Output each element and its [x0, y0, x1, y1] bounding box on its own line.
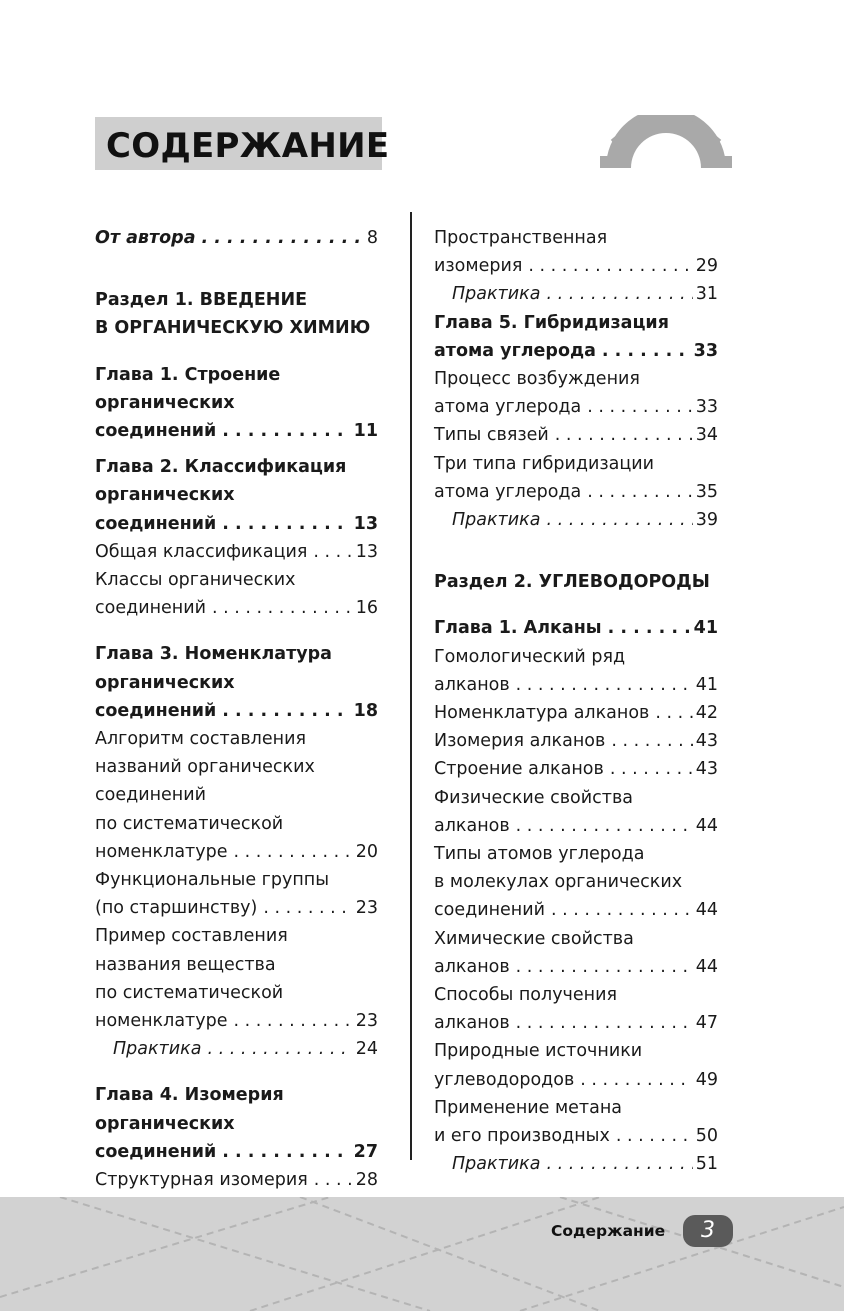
toc-text-line: Процесс возбуждения [434, 369, 640, 390]
dot-leader [555, 421, 693, 449]
toc-text-line: по систематической [95, 813, 284, 834]
toc-entry-title: Структурная изомерия [95, 1170, 308, 1191]
toc-entry-title: алканов [434, 1013, 510, 1034]
toc-text-line: Глава 4. Изомерия [95, 1085, 284, 1106]
toc-text-line: в молекулах органических [434, 872, 683, 893]
toc-page-number: 50 [695, 1126, 718, 1147]
toc-text-line: Три типа гибридизации [434, 453, 655, 474]
toc-text-line: Способы получения [434, 985, 618, 1006]
toc-right-column [434, 224, 718, 1179]
toc-page-number: 29 [695, 256, 718, 277]
toc-text-line: В ОРГАНИЧЕСКУЮ ХИМИЮ [95, 318, 371, 339]
toc-text-line: Пространственная [434, 228, 608, 248]
dot-leader [587, 478, 692, 506]
toc-entry-title: Практика [452, 1154, 541, 1175]
page-number-badge: 3 [683, 1215, 733, 1247]
gear-icon [598, 115, 734, 170]
toc-entry[interactable] [434, 1150, 718, 1178]
toc-page-number: 31 [695, 284, 718, 305]
toc-entry-title: алканов [434, 815, 510, 836]
toc-text-line: Природные источники [434, 1041, 643, 1062]
toc-entry[interactable] [434, 614, 718, 642]
dot-leader [546, 280, 692, 308]
toc-text-line: Глава 5. Гибридизация [434, 312, 669, 333]
toc-page-number: 16 [355, 598, 378, 619]
dot-leader [516, 812, 693, 840]
toc-entry[interactable] [434, 252, 718, 280]
dot-leader [580, 1066, 692, 1094]
toc-page-number: 27 [353, 1141, 378, 1162]
toc-entry[interactable] [434, 1009, 718, 1037]
toc-entry-title: соединений [95, 513, 217, 534]
toc-entry-title: (по старшинству) [95, 898, 258, 919]
toc-entry-title: углеводородов [434, 1069, 575, 1090]
dot-leader [616, 1122, 693, 1150]
toc-page-number: 47 [695, 1013, 718, 1034]
toc-entry[interactable] [434, 755, 718, 783]
toc-page-number: 44 [695, 956, 718, 977]
toc-text-line: Типы атомов углерода [434, 844, 645, 865]
dot-leader [602, 337, 691, 365]
toc-entry-title: соединений [95, 1141, 217, 1162]
dot-leader [608, 614, 691, 642]
dot-leader [313, 538, 352, 566]
toc-entry[interactable] [95, 417, 378, 445]
dot-leader [233, 1007, 352, 1035]
toc-entry[interactable] [434, 280, 718, 308]
toc-entry[interactable] [434, 393, 718, 421]
toc-entry[interactable] [434, 1066, 718, 1094]
toc-text-line: органических [95, 485, 235, 506]
toc-entry[interactable] [434, 699, 718, 727]
toc-page-number: 23 [355, 1011, 378, 1032]
toc-page-number: 20 [355, 841, 378, 862]
toc-text-line: соединений [95, 785, 206, 806]
toc-entry[interactable] [95, 1166, 378, 1194]
toc-page-number: 28 [355, 1170, 378, 1191]
toc-entry[interactable] [434, 896, 718, 924]
dot-leader [222, 417, 350, 445]
toc-text-line: Глава 1. Строение [95, 364, 281, 385]
dot-leader [611, 727, 692, 755]
toc-entry[interactable] [434, 421, 718, 449]
toc-entry[interactable] [95, 1138, 378, 1166]
toc-page-number: 43 [695, 731, 718, 752]
toc-entry[interactable] [434, 1122, 718, 1150]
toc-page-number: 35 [695, 481, 718, 502]
toc-page-number: 41 [693, 618, 718, 639]
toc-text-line: Раздел 2. УГЛЕВОДОРОДЫ [434, 572, 710, 593]
toc-page-number: 44 [695, 900, 718, 921]
dot-leader [233, 838, 352, 866]
toc-entry-title: соединений [95, 700, 217, 721]
toc-page-number: 51 [695, 1154, 718, 1175]
toc-entry-title: атома углерода [434, 340, 596, 361]
toc-entry-title: и его производных [434, 1126, 610, 1147]
toc-text-line: Физические свойства [434, 787, 633, 808]
toc-entry-title: номенклатуре [95, 841, 228, 862]
toc-text-line: Пример составления [95, 926, 288, 947]
dot-leader [516, 671, 693, 699]
toc-entry[interactable] [434, 478, 718, 506]
toc-entry-title: номенклатуре [95, 1011, 228, 1032]
dot-leader [655, 699, 692, 727]
toc-page-number: 33 [693, 340, 718, 361]
toc-text-line: органических [95, 1113, 235, 1134]
toc-entry-title: Общая классификация [95, 541, 308, 562]
toc-page-number: 23 [355, 898, 378, 919]
toc-entry[interactable] [95, 1007, 378, 1035]
dot-leader [222, 510, 350, 538]
toc-entry-title: соединений [434, 900, 545, 921]
toc-page-number: 8 [366, 228, 378, 248]
toc-entry-title: Типы связей [434, 425, 549, 446]
dot-leader [222, 697, 350, 725]
toc-entry[interactable] [95, 894, 378, 922]
toc-text-line: названий органических [95, 757, 315, 778]
toc-entry-title: атома углерода [434, 481, 582, 502]
toc-text-line: Алгоритм составления [95, 729, 306, 750]
dot-leader [314, 1166, 353, 1194]
toc-entry-title: Глава 1. Алканы [434, 618, 602, 639]
toc-page-number: 13 [353, 513, 378, 534]
toc-page-number: 39 [695, 510, 718, 531]
dot-leader [610, 755, 693, 783]
toc-entry-title: От автора [95, 228, 196, 248]
toc-entry[interactable] [434, 727, 718, 755]
toc-entry-title: соединений [95, 421, 217, 442]
page-title: СОДЕРЖАНИЕ [95, 117, 382, 170]
toc-entry-title: соединений [95, 598, 206, 619]
toc-entry[interactable] [95, 594, 378, 622]
toc-page-number: 11 [353, 421, 378, 442]
toc-text-line: Гомологический ряд [434, 646, 626, 667]
toc-entry-title: алканов [434, 674, 510, 695]
toc-page-number: 41 [695, 674, 718, 695]
toc-page-number: 24 [355, 1039, 378, 1060]
toc-left-column [95, 224, 378, 1194]
toc-text-line: названия вещества [95, 954, 276, 975]
dot-leader [263, 894, 352, 922]
toc-entry[interactable] [95, 697, 378, 725]
toc-text-line: Применение метана [434, 1097, 623, 1118]
dot-leader [207, 1035, 352, 1063]
toc-entry-title: Практика [113, 1039, 202, 1060]
running-footer-title: Содержание [551, 1222, 666, 1240]
toc-entry-title: алканов [434, 956, 510, 977]
toc-page-number: 34 [695, 425, 718, 446]
toc-entry-title: Номенклатура алканов [434, 703, 650, 724]
toc-entry-title: Практика [452, 510, 541, 531]
toc-entry[interactable] [434, 812, 718, 840]
toc-entry[interactable] [434, 953, 718, 981]
toc-page-number: 43 [695, 759, 718, 780]
dot-leader [212, 594, 353, 622]
dot-leader [222, 1138, 350, 1166]
toc-text-line: Функциональные группы [95, 870, 330, 891]
dot-leader [516, 1009, 693, 1037]
toc-entry[interactable] [434, 671, 718, 699]
toc-page-number: 33 [695, 397, 718, 418]
toc-entry[interactable] [95, 510, 378, 538]
toc-text-line: Химические свойства [434, 928, 634, 949]
toc-page-number: 44 [695, 815, 718, 836]
toc-text-line: органических [95, 672, 235, 693]
toc-text-line: Раздел 1. ВВЕДЕНИЕ [95, 290, 308, 311]
toc-entry[interactable] [95, 838, 378, 866]
toc-entry[interactable] [95, 224, 378, 252]
toc-page-number: 42 [695, 703, 718, 724]
dot-leader [546, 506, 692, 534]
toc-entry-title: Изомерия алканов [434, 731, 606, 752]
toc-entry[interactable] [434, 337, 718, 365]
toc-page-number: 49 [695, 1069, 718, 1090]
dot-leader [546, 1150, 692, 1178]
toc-text-line: органических [95, 392, 235, 413]
dot-leader [528, 252, 692, 280]
toc-page-number: 18 [353, 700, 378, 721]
dot-leader [202, 224, 364, 252]
toc-entry-title: атома углерода [434, 397, 582, 418]
toc-entry[interactable] [434, 506, 718, 534]
toc-text-line: по систематической [95, 982, 284, 1003]
toc-entry-title: изомерия [434, 256, 523, 277]
toc-entry-title: Строение алканов [434, 759, 604, 780]
toc-text-line: Глава 2. Классификация [95, 457, 347, 478]
dot-leader [516, 953, 693, 981]
toc-text-line: Классы органических [95, 570, 296, 591]
toc-entry[interactable] [95, 1035, 378, 1063]
dot-leader [587, 393, 692, 421]
toc-entry[interactable] [95, 538, 378, 566]
dot-leader [551, 896, 693, 924]
toc-page-number: 13 [355, 541, 378, 562]
column-divider [410, 212, 412, 1160]
toc-entry-title: Практика [452, 284, 541, 305]
toc-text-line: Глава 3. Номенклатура [95, 644, 332, 665]
